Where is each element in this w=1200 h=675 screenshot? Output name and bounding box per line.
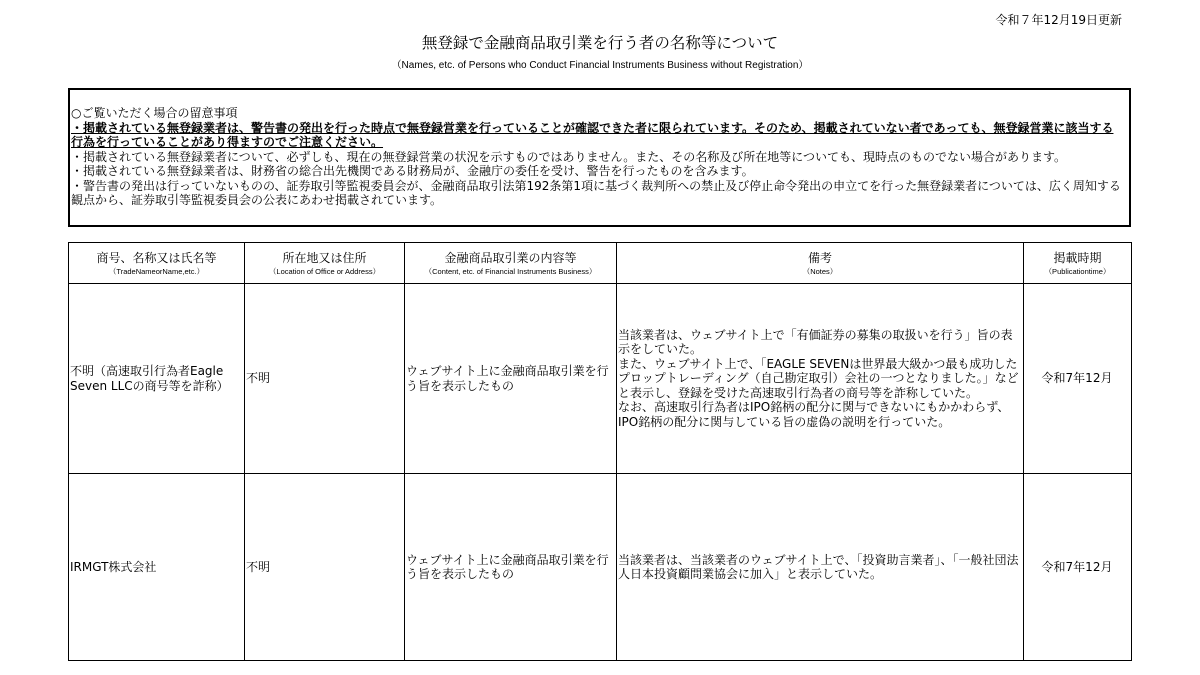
column-header-label-en: （Publicationtime） xyxy=(1044,266,1111,276)
column-header-location xyxy=(245,243,405,284)
table-row xyxy=(69,284,1132,474)
note-paragraph: 当該業者は、ウェブサイト上で「有価証券の募集の取扱いを行う」旨の表示をしていた。 xyxy=(618,327,1013,357)
note-paragraph: なお、高速取引行為者はIPO銘柄の配分に関与できないにもかかわらず、IPO銘柄の配分に関与している旨の虚偽の説明を行っていた。 xyxy=(618,400,1010,429)
cell-content: ウェブサイト上に金融商品取引業を行う旨を表示したもの xyxy=(405,284,617,474)
cell-publication-time: 令和7年12月 xyxy=(1024,474,1132,661)
notice-important-item: ・掲載されている無登録業者は、警告書の発出を行った時点で無登録営業を行っていることが確認できた者に限られています。そのため、掲載されていない者であっても、無登録営業に該当する行為を行っていることがあり得ますのでご注意ください。 xyxy=(71,120,1114,149)
cell-location: 不明 xyxy=(245,474,405,661)
notice-item: ・掲載されている無登録業者について、必ずしも、現在の無登録営業の状況を示すものではありません。また、その名称及び所在地等についても、現時点のものでない場合があります。 xyxy=(71,149,1067,164)
cell-location: 不明 xyxy=(245,284,405,474)
cell-name: IRMGT株式会社 xyxy=(69,474,245,661)
column-header-label-en: （TradeNameorName,etc.） xyxy=(108,266,205,276)
update-date: 令和７年12月19日更新 xyxy=(995,13,1122,27)
cell-publication-time: 令和7年12月 xyxy=(1024,284,1132,474)
notice-box xyxy=(68,88,1131,227)
cell-notes xyxy=(617,284,1024,474)
column-header-label: 備考 xyxy=(807,250,832,265)
column-header-label-en: （Location of Office or Address） xyxy=(268,266,381,276)
column-header-label: 掲載時期 xyxy=(1053,250,1102,265)
cell-name: 不明（高速取引行為者Eagle Seven LLCの商号等を詐称） xyxy=(69,284,245,474)
column-header-label-en: （Content, etc. of Financial Instruments Business） xyxy=(424,266,597,276)
column-header-label-en: （Notes） xyxy=(802,266,838,276)
column-header-notes xyxy=(617,243,1024,284)
table-row xyxy=(69,474,1132,661)
column-header-content xyxy=(405,243,617,284)
page-subtitle: （Names, etc. of Persons who Conduct Financial Instruments Business without Registration） xyxy=(391,60,809,71)
notice-item: ・掲載されている無登録業者は、財務省の総合出先機関である財務局が、金融庁の委任を受け、警告を行ったものを含みます。 xyxy=(71,164,754,178)
notice-heading: ○ご覧いただく場合の留意事項 xyxy=(71,106,238,120)
notice-item: ・警告書の発出は行っていないものの、証券取引等監視委員会が、金融商品取引法第192条第1項に基づく裁判所への禁止及び停止命令発出の申立てを行った無登録業者については、広く周知する観点から、証券取引等監視委員会の公表にあわせ掲載されています。 xyxy=(71,178,1121,207)
cell-content: ウェブサイト上に金融商品取引業を行う旨を表示したもの xyxy=(405,474,617,661)
note-paragraph: 当該業者は、当該業者のウェブサイト上で、「投資助言業者」、「一般社団法人日本投資顧問業協会に加入」と表示していた。 xyxy=(618,552,1019,581)
page-title: 無登録で金融商品取引業を行う者の名称等について xyxy=(421,34,779,52)
column-header-label: 金融商品取引業の内容等 xyxy=(444,250,577,265)
column-header-label: 商号、名称又は氏名等 xyxy=(96,250,217,265)
table-header-row xyxy=(69,243,1132,284)
column-header-publication-time xyxy=(1024,243,1132,284)
column-header-label: 所在地又は住所 xyxy=(282,250,367,265)
cell-notes xyxy=(617,474,1024,661)
registry-table xyxy=(68,242,1132,661)
column-header-name xyxy=(69,243,245,284)
note-paragraph: また、ウェブサイト上で、「EAGLE SEVENは世界最大級かつ最も成功したプロップトレーディング（自己勘定取引）会社の一つとなりました。」などと表示し、登録を受けた高速取引行為者の商号等を詐称していた。 xyxy=(618,356,1019,400)
